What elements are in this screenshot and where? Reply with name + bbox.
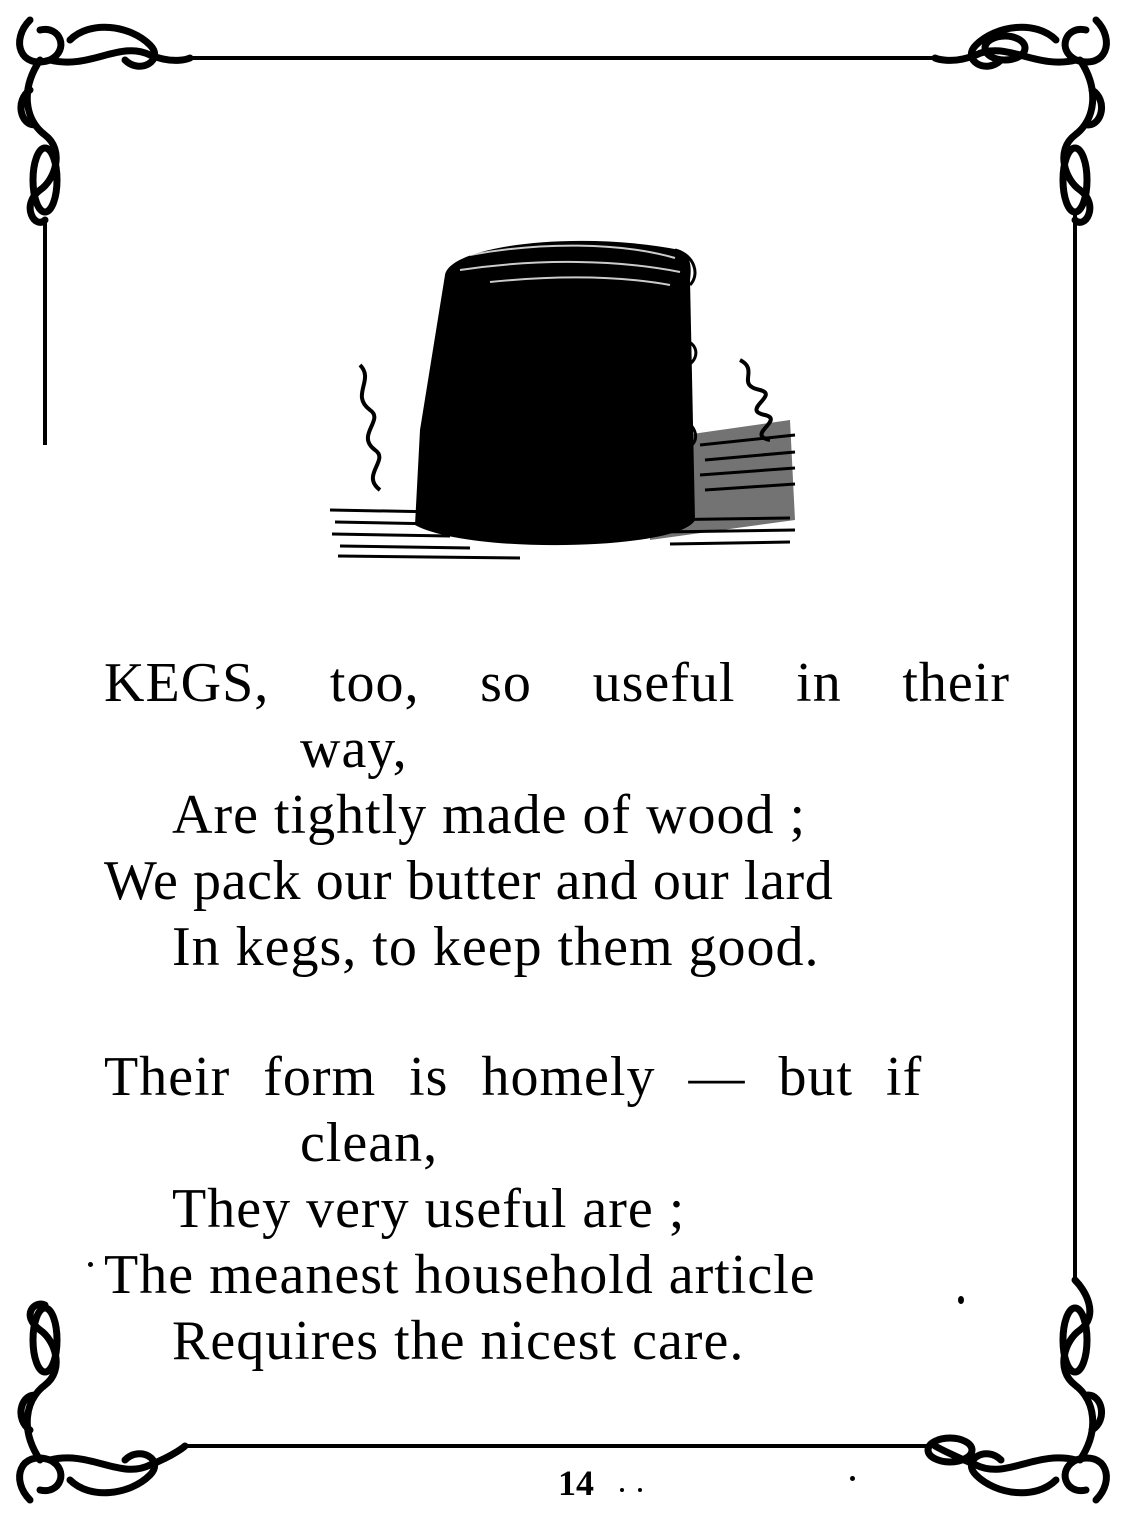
stanza1-line4: In kegs, to keep them good. bbox=[172, 916, 820, 978]
ink-speck bbox=[638, 1488, 642, 1492]
word: KEGS, bbox=[104, 652, 270, 714]
ink-speck bbox=[850, 1476, 855, 1481]
ink-speck bbox=[958, 1296, 964, 1304]
word: too, bbox=[329, 652, 420, 714]
stanza1-line1-cont: way, bbox=[300, 718, 408, 780]
ink-speck bbox=[88, 1262, 93, 1267]
stanza2-line1: Their form is homely — but if bbox=[104, 1046, 923, 1108]
ink-speck bbox=[620, 1488, 624, 1492]
stanza1-line2: Are tightly made of wood ; bbox=[172, 784, 807, 846]
stanza1-line1 bbox=[104, 650, 1010, 716]
stanza1-line3: We pack our butter and our lard bbox=[104, 850, 834, 912]
stanza2-line3: The meanest household article bbox=[104, 1244, 816, 1306]
word: in bbox=[796, 652, 842, 714]
word: so bbox=[480, 652, 532, 714]
word: their bbox=[902, 652, 1010, 714]
word: useful bbox=[592, 652, 736, 714]
page-number: 14 bbox=[558, 1463, 594, 1503]
stanza2-line2: They very useful are ; bbox=[172, 1178, 686, 1240]
stanza2-line1-cont: clean, bbox=[300, 1112, 439, 1174]
stanza2-line4: Requires the nicest care. bbox=[172, 1310, 745, 1372]
